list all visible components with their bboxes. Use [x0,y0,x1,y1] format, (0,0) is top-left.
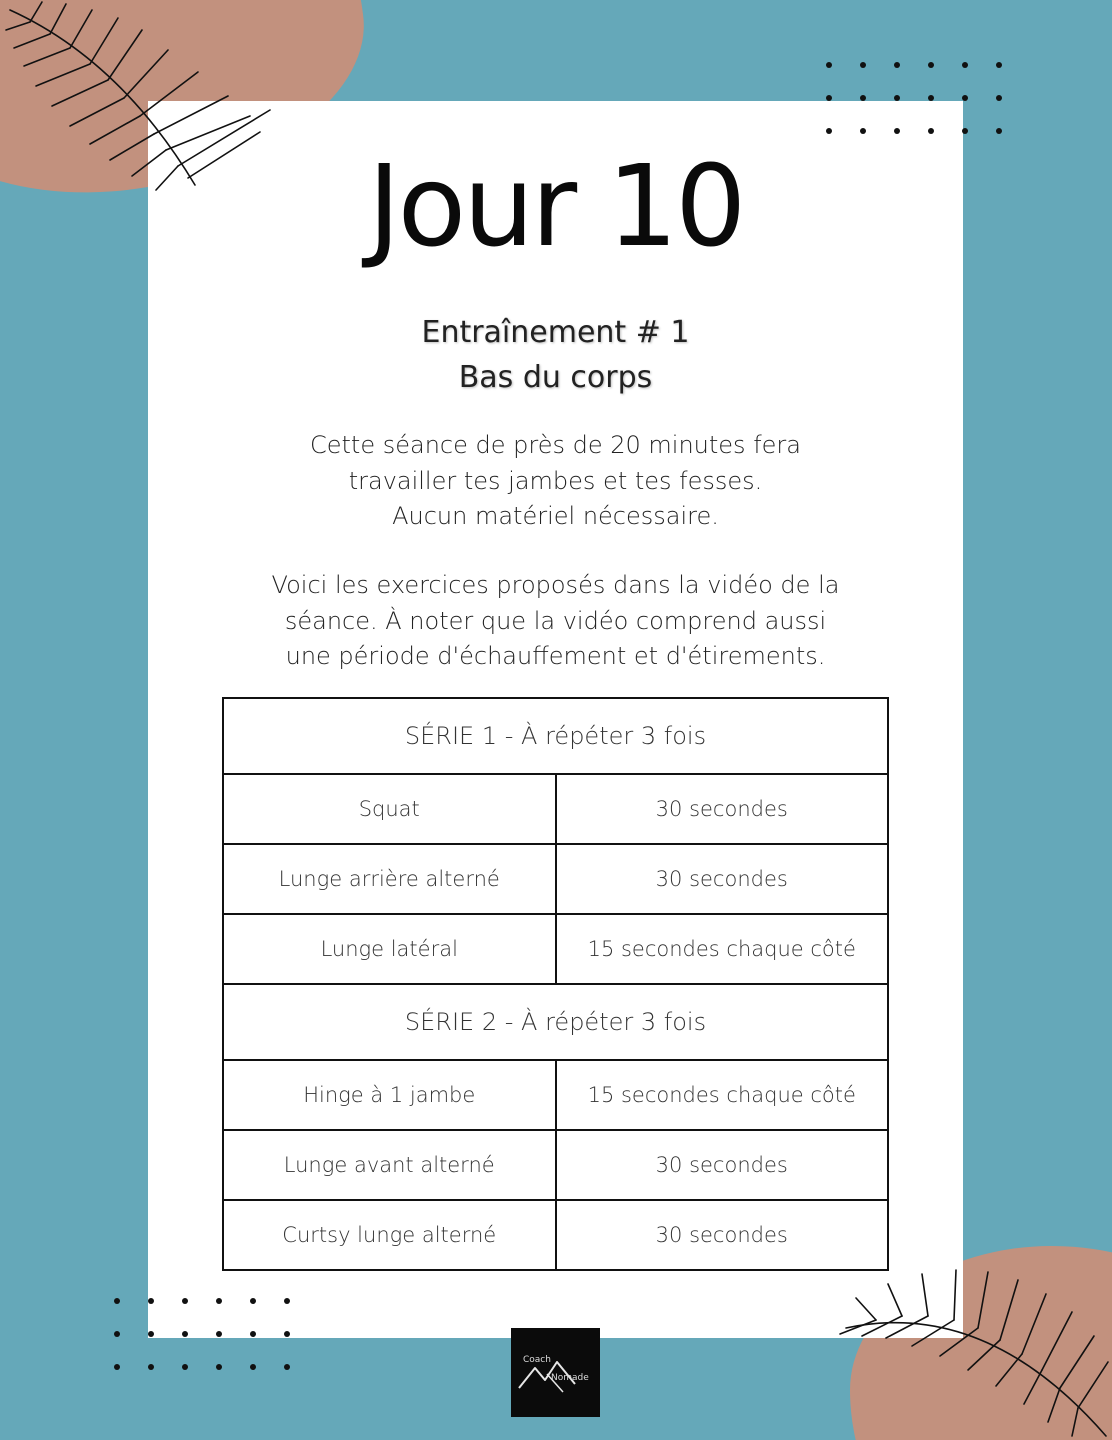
table-row [223,1130,888,1200]
exercises-intro-paragraph [148,568,963,675]
table-row [223,774,888,844]
logo-text-top: Coach [523,1355,551,1365]
dot-grid-top-right [826,62,1002,134]
workout-focus: Bas du corps [458,360,653,395]
workout-number: Entraînement # 1 [421,315,690,350]
exercise-name: Lunge latéral [223,914,556,984]
exercise-name: Squat [223,774,556,844]
table-row [223,844,888,914]
exercise-duration: 30 secondes [556,1200,889,1270]
exercise-name: Curtsy lunge alterné [223,1200,556,1270]
logo-text-bottom: Nomade [551,1373,589,1383]
exercise-duration: 30 secondes [556,774,889,844]
table-row [223,1200,888,1270]
exercise-duration: 15 secondes chaque côté [556,1060,889,1130]
series-heading: SÉRIE 2 - À répéter 3 fois [223,984,888,1060]
dot-grid-bottom-left [114,1298,290,1370]
exercise-name: Lunge arrière alterné [223,844,556,914]
workout-subtitle [148,310,963,400]
exercises-intro-line: Voici les exercices proposés dans la vidéo de la [271,571,840,599]
exercise-duration: 30 secondes [556,1130,889,1200]
exercises-intro-line: une période d'échauffement et d'étirements. [285,642,826,670]
table-row [223,1060,888,1130]
exercise-table [222,697,889,1271]
intro-line: Aucun matériel nécessaire. [392,502,719,530]
intro-line: Cette séance de près de 20 minutes fera [310,431,801,459]
exercises-intro-line: séance. À noter que la vidéo comprend aussi [284,606,827,635]
series-heading-row [223,698,888,774]
coach-nomade-logo [511,1328,600,1417]
intro-paragraph [148,428,963,535]
page-title: Jour 10 [367,142,744,272]
exercise-duration: 15 secondes chaque côté [556,914,889,984]
exercise-name: Lunge avant alterné [223,1130,556,1200]
intro-line: travailler tes jambes et tes fesses. [348,466,763,495]
table-row [223,914,888,984]
series-heading: SÉRIE 1 - À répéter 3 fois [223,698,888,774]
exercise-duration: 30 secondes [556,844,889,914]
exercise-name: Hinge à 1 jambe [223,1060,556,1130]
series-heading-row [223,984,888,1060]
